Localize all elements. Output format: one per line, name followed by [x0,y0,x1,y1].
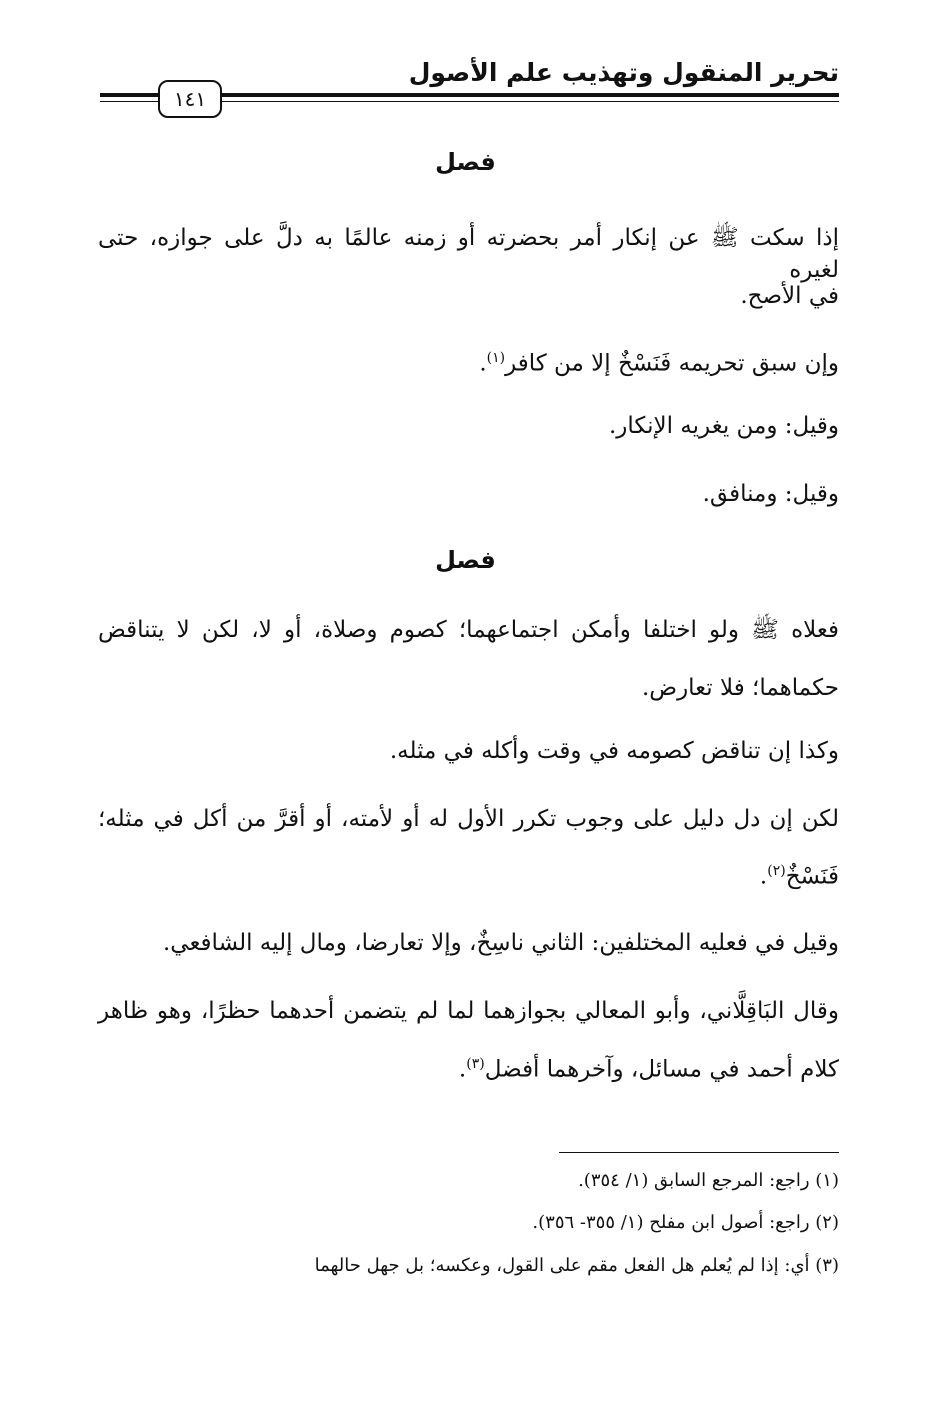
footnote-divider [559,1152,839,1153]
paragraph-line: في الأصح. [740,283,839,309]
line-text: فَنَسْخٌ [785,863,839,890]
footnote-ref: (١) [486,350,506,366]
paragraph-line: كلام أحمد في مسائل، وآخرهما أفضل$^{(٣)}$. [458,1056,839,1083]
paragraph-line: وقيل: ومنافق. [702,481,839,507]
footnote: (٣) أي: إذا لم يُعلم هل الفعل مقم على القول، وعكسه؛ بل جهل حالهما [314,1255,839,1276]
section-title: فصل [435,546,496,574]
paragraph-line: وإن سبق تحريمه فَنَسْخٌ إلا من كافر$^{(١)}$. [479,350,839,377]
paragraph-line: فَنَسْخٌ$^{(٢)}$. [759,863,839,890]
paragraph-line: وقيل في فعليه المختلفين: الثاني ناسِخٌ، وإلا تعارضا، ومال إليه الشافعي. [162,930,839,956]
section-title: فصل [435,148,496,176]
footnote: (١) راجع: المرجع السابق (١/ ٣٥٤). [578,1170,839,1191]
line-text: وإن سبق تحريمه فَنَسْخٌ إلا من كافر [505,350,839,377]
paragraph-line: حكماهما؛ فلا تعارض. [641,675,839,701]
paragraph-line: وقال البَاقِلَّاني، وأبو المعالي بجوازهما لما لم يتضمن أحدهما حظرًا، وهو ظاهر [98,998,839,1024]
paragraph-line: إذا سكت ﷺ عن إنكار أمر بحضرته أو زمنه عالمًا به دلَّ على جوازه، حتى لغيره [98,225,839,283]
footnote-ref: (٣) [466,1056,485,1072]
line-text: كلام أحمد في مسائل، وآخرهما أفضل [484,1056,839,1083]
page-number: ١٤١ [158,80,222,118]
paragraph-line: فعلاه ﷺ ولو اختلفا وأمكن اجتماعهما؛ كصوم وصلاة، أو لا، لكن لا يتناقض [98,617,839,643]
paragraph-line: لكن إن دل دليل على وجوب تكرر الأول له أو لأمته، أو أقرَّ من أكل في مثله؛ [98,806,839,832]
paragraph-line: وكذا إن تناقض كصومه في وقت وأكله في مثله. [389,738,839,764]
paragraph-line: وقيل: ومن يغريه الإنكار. [608,413,839,439]
running-title: تحرير المنقول وتهذيب علم الأصول [408,58,839,87]
footnote-ref: (٢) [767,863,786,879]
footnote: (٢) راجع: أصول ابن مفلح (١/ ٣٥٥- ٣٥٦). [532,1212,839,1233]
